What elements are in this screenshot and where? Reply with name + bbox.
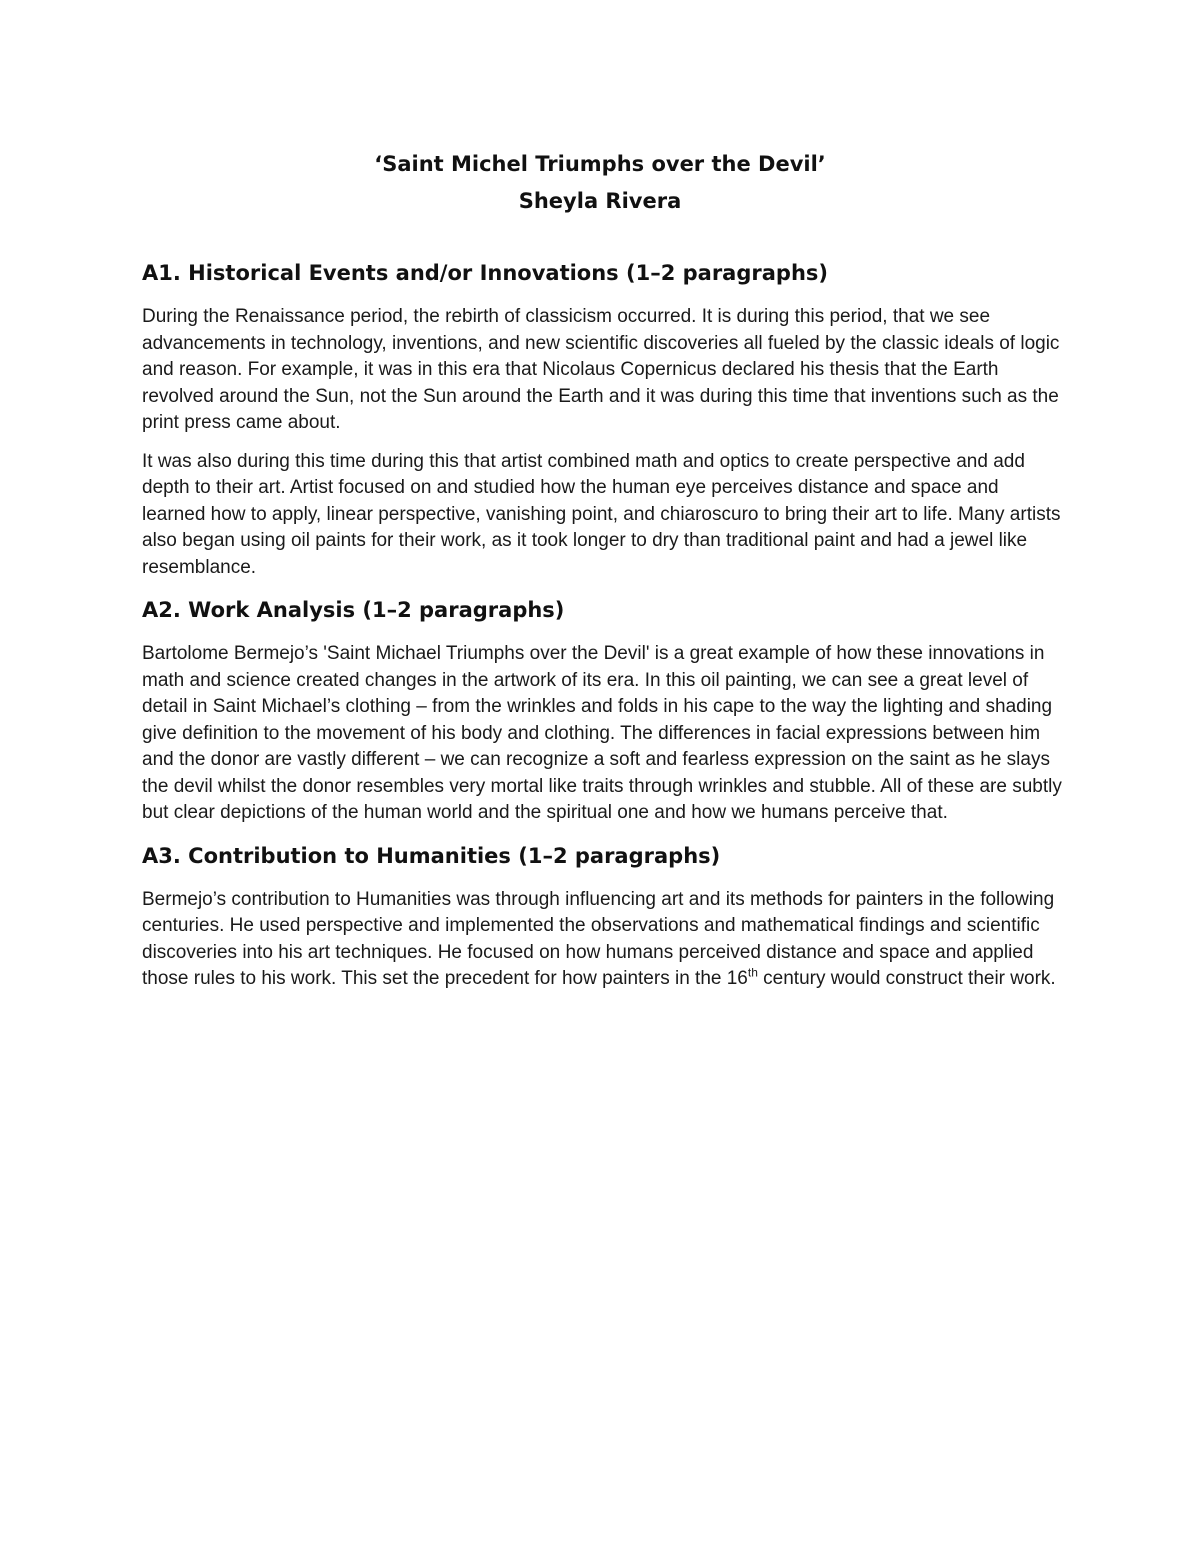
section-a2 <box>142 595 1062 827</box>
paragraph-a2-1: Bartolome Bermejo’s 'Saint Michael Triumphs over the Devil' is a great example of how these innovations in math and science created changes in the artwork of its era. In this oil painting, we can see a great level of detail in Saint Michael’s clothing – from the wrinkles and folds in his cape to the way the lighting and shading give definition to the movement of his body and clothing. The differences in facial expressions between him and the donor are vastly different – we can recognize a soft and fearless expression on the saint as he slays the devil whilst the donor resembles very mortal like traits through wrinkles and stubble. All of these are subtly but clear depictions of the human world and the spiritual one and how we humans perceive that. <box>142 643 1062 823</box>
section-heading-a1: A1. Historical Events and/or Innovations (1–2 paragraphs) <box>142 261 828 285</box>
paragraph-a3-1-text: Bermejo’s contribution to Humanities was through influencing art and its methods for painters in the following centuries. He used perspective and implemented the observations and mathematical findings and scientific discoveries into his art techniques. He focused on how humans perceived distance and space and applied those rules to his work. This set the precedent for how painters in the 16 <box>142 888 1055 989</box>
paragraph-a1-2: It was also during this time during this that artist combined math and optics to create perspective and add depth to their art. Artist focused on and studied how the human eye perceives distance and space and learned how to apply, linear perspective, vanishing point, and chiaroscuro to bring their art to life. Many artists also began using oil paints for their work, as it took longer to dry than traditional paint and had a jewel like resemblance. <box>142 450 1061 578</box>
title-block <box>0 146 1200 220</box>
document-body <box>142 258 1062 1005</box>
paragraph-a1-1: During the Renaissance period, the rebirth of classicism occurred. It is during this period, that we see advancements in technology, inventions, and new scientific discoveries all fueled by the classic ideals of logic and reason. For example, it was in this era that Nicolaus Copernicus declared his thesis that the Earth revolved around the Sun, not the Sun around the Earth and it was during this time that inventions such as the print press came about. <box>142 306 1060 433</box>
document-title: ‘Saint Michel Triumphs over the Devil’ <box>374 152 826 176</box>
section-heading-a3: A3. Contribution to Humanities (1–2 paragraphs) <box>142 843 721 868</box>
section-heading-a2: A2. Work Analysis (1–2 paragraphs) <box>142 598 565 622</box>
section-a1 <box>142 258 1062 581</box>
document-author: Sheyla Rivera <box>518 189 682 213</box>
paragraph-a3-1-closing: century would construct their work. <box>757 968 1056 989</box>
paragraph-a3-1 <box>142 887 1062 993</box>
ordinal-suffix: th <box>747 965 758 980</box>
section-a3 <box>142 841 1062 993</box>
